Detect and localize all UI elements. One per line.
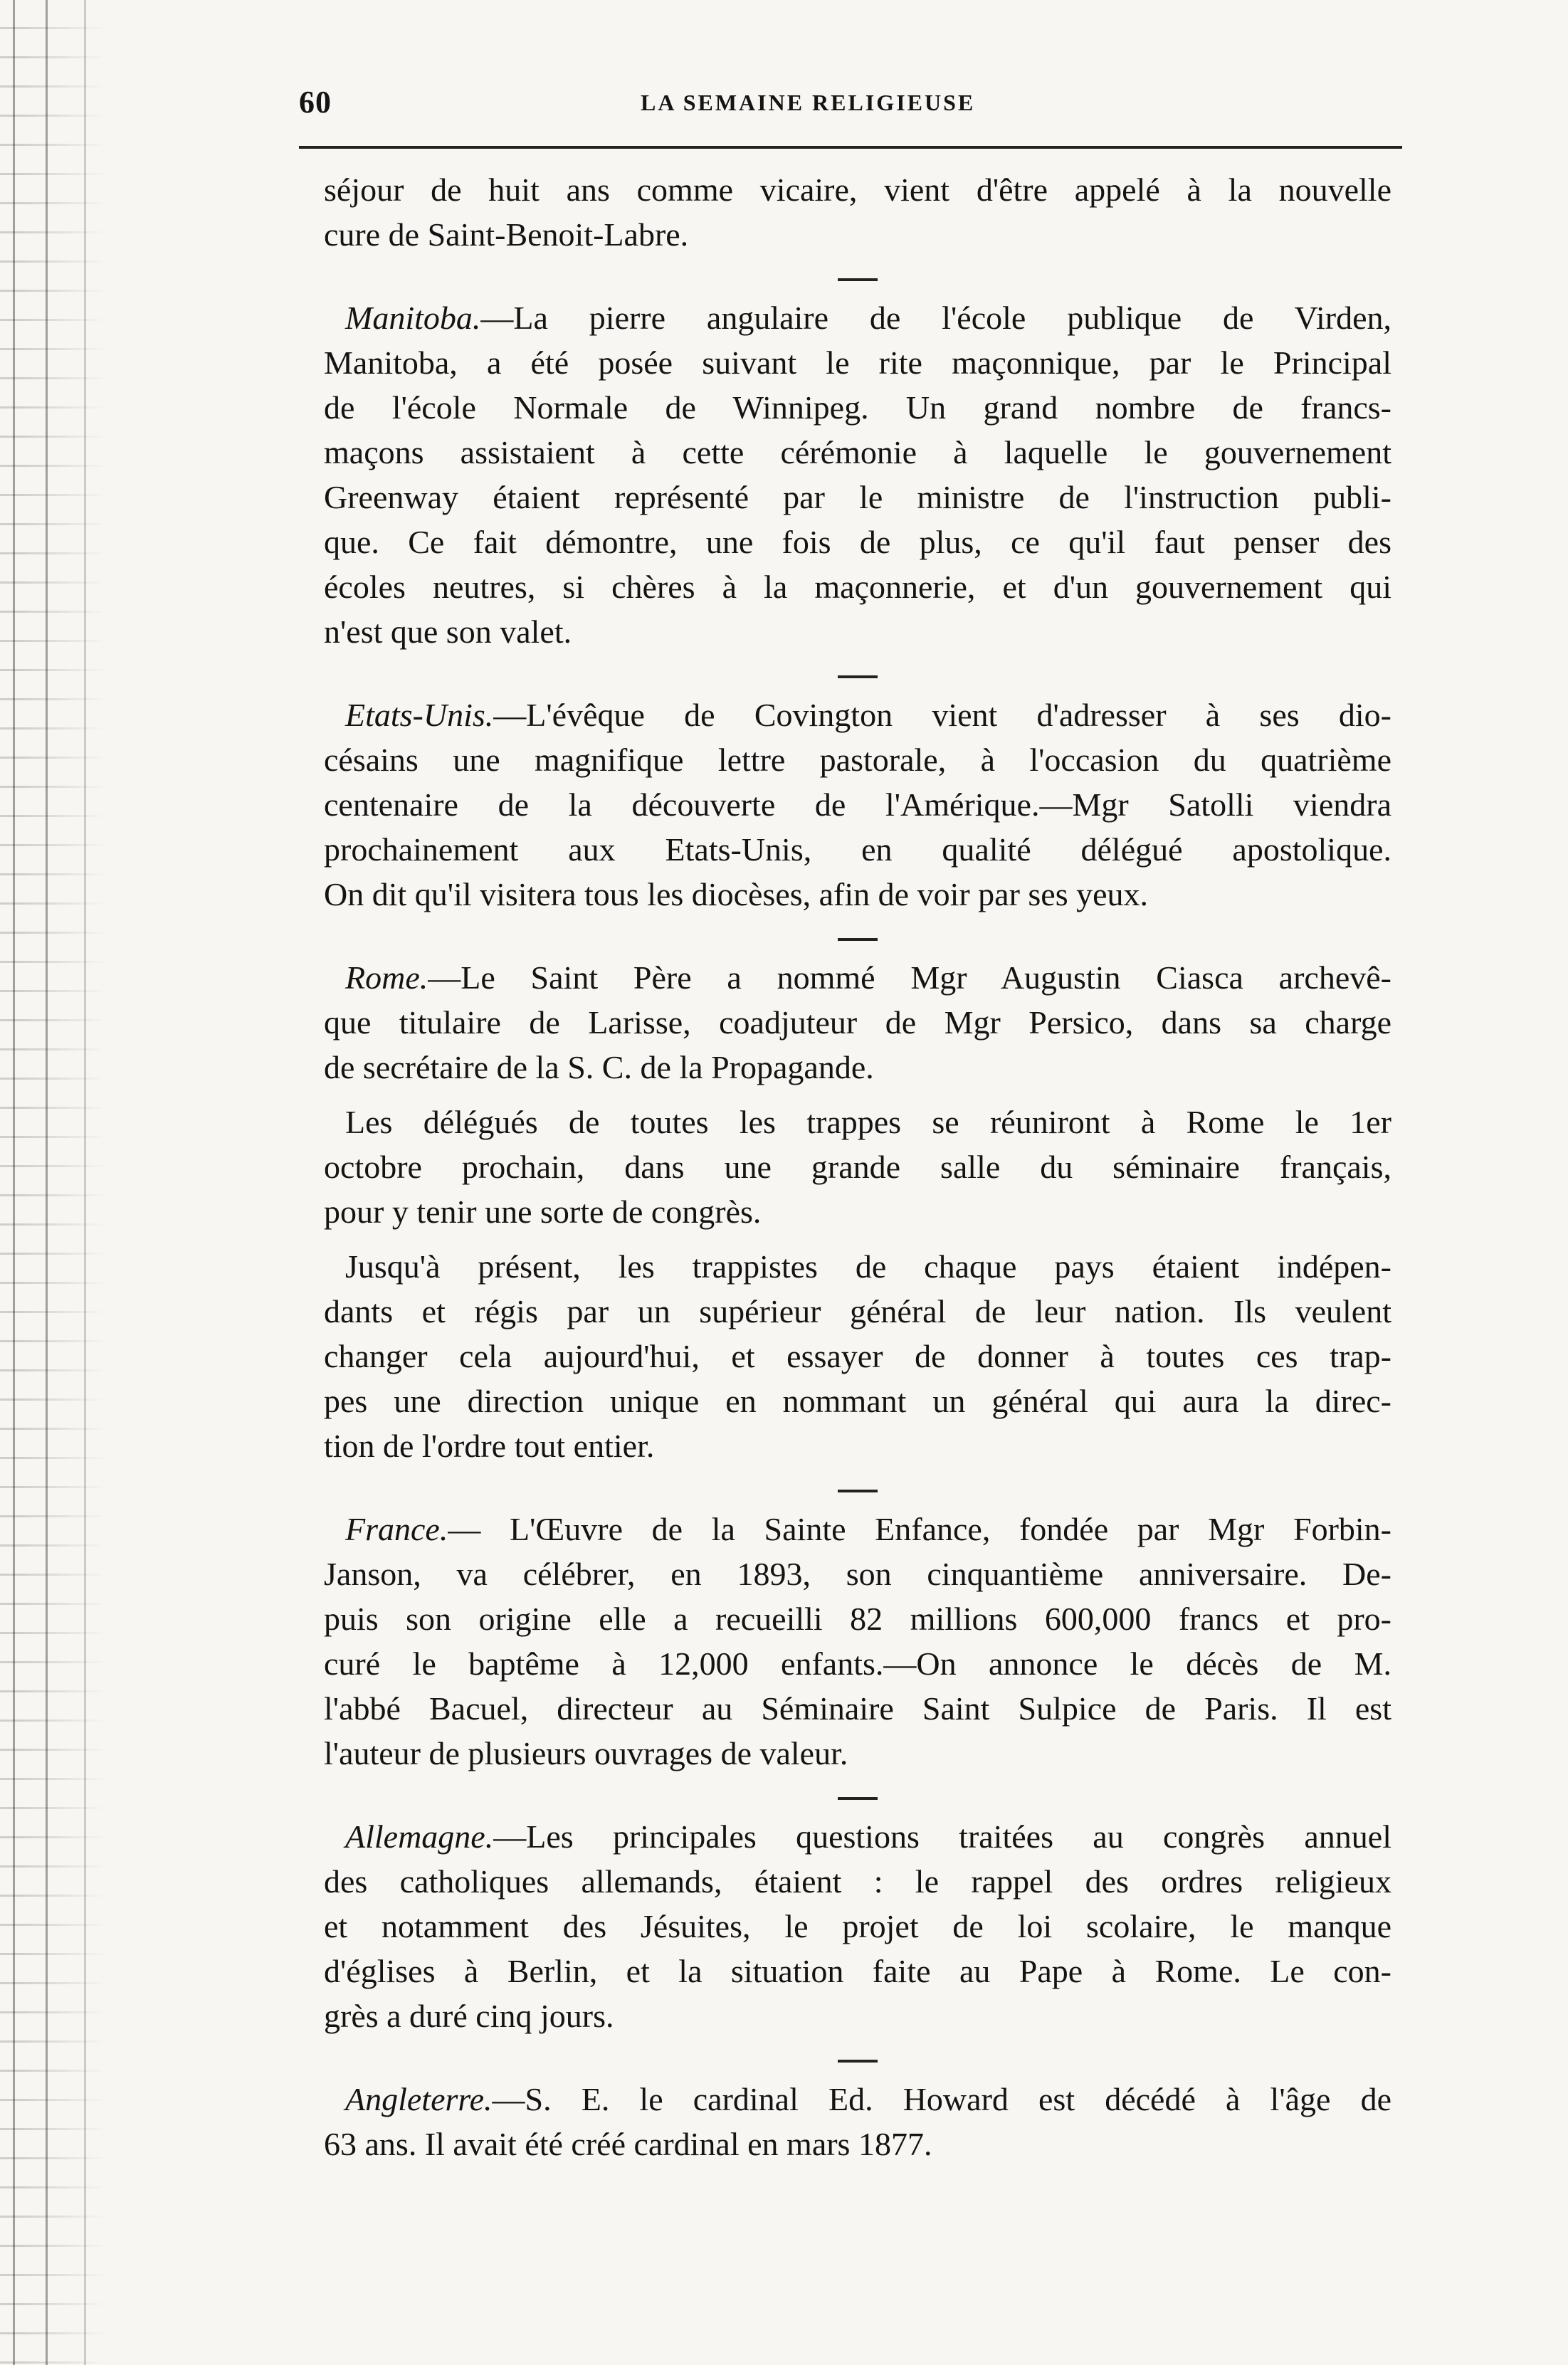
text-line [324, 692, 1391, 737]
binding-edge-line [46, 0, 48, 2365]
text-line: que titulaire de Larisse, coadjuteur de Mgr Persico, dans sa charge [324, 1004, 1391, 1041]
text-line: que. Ce fait démontre, une fois de plus, ce qu'il faut penser des [324, 524, 1391, 560]
text-line [324, 955, 1391, 1000]
section-angleterre [324, 2077, 1391, 2166]
section-continuation [324, 167, 1391, 257]
text-line: césains une magnifique lettre pastorale, à l'occasion du quatrième [324, 742, 1391, 778]
text-line: Jusqu'à présent, les trappistes de chaque pays étaient indépen- [345, 1248, 1391, 1285]
text-line: de l'école Normale de Winnipeg. Un grand nombre de francs- [324, 389, 1391, 426]
text-line: 63 ans. Il avait été créé cardinal en mars 1877. [324, 2126, 932, 2162]
section-lead: Angleterre. [345, 2081, 493, 2117]
section-separator [838, 2060, 878, 2063]
text-line [324, 295, 1391, 340]
text-line: et notamment des Jésuites, le projet de loi scolaire, le manque [324, 1908, 1391, 1944]
section-lead: Etats-Unis. [345, 697, 494, 733]
text-line: d'églises à Berlin, et la situation faite au Pape à Rome. Le con- [324, 1953, 1391, 1989]
text-line: pour y tenir une sorte de congrès. [324, 1194, 762, 1230]
text-line: Janson, va célébrer, en 1893, son cinquantième anniversaire. De- [324, 1556, 1391, 1592]
section-separator [838, 675, 878, 678]
text-line: changer cela aujourd'hui, et essayer de donner à toutes ces trap- [324, 1338, 1391, 1374]
text-line: prochainement aux Etats-Unis, en qualité délégué apostolique. [324, 831, 1391, 868]
section-separator [838, 938, 878, 941]
page-number: 60 [299, 85, 332, 120]
section-etats-unis [324, 692, 1391, 917]
text-line: Greenway étaient représenté par le ministre de l'instruction publi- [324, 479, 1391, 515]
running-head [299, 84, 1402, 127]
section-lead: Allemagne. [345, 1818, 494, 1855]
text-line-rest: —L'évêque de Covington vient d'adresser à ses dio- [493, 697, 1391, 733]
text-line: puis son origine elle a recueilli 82 millions 600,000 francs et pro- [324, 1601, 1391, 1637]
text-line: grès a duré cinq jours. [324, 1998, 614, 2034]
section-lead: Rome. [345, 959, 428, 996]
section-lead: France. [345, 1511, 448, 1547]
text-line [324, 1814, 1391, 1859]
section-separator [838, 1490, 878, 1492]
section-allemagne [324, 1814, 1391, 2038]
text-line: tion de l'ordre tout entier. [324, 1428, 655, 1464]
text-line: l'abbé Bacuel, directeur au Séminaire Saint Sulpice de Paris. Il est [324, 1690, 1391, 1727]
text-line: Les délégués de toutes les trappes se réuniront à Rome le 1er [345, 1104, 1391, 1140]
section-separator [838, 278, 878, 281]
section-rome [324, 955, 1391, 1468]
binding-edge-shadow [0, 0, 107, 2365]
section-france [324, 1507, 1391, 1776]
text-line-rest: —Les principales questions traitées au congrès annuel [493, 1818, 1391, 1855]
text-line: pes une direction unique en nommant un général qui aura la direc- [324, 1383, 1391, 1419]
text-line: centenaire de la découverte de l'Amérique.—Mgr Satolli viendra [324, 786, 1391, 823]
binding-edge-line [84, 0, 86, 2365]
section-manitoba [324, 295, 1391, 654]
journal-title: LA SEMAINE RELIGIEUSE [641, 90, 976, 115]
text-line-rest: —S. E. le cardinal Ed. Howard est décédé à l'âge de [492, 2081, 1391, 2117]
text-line-rest: — L'Œuvre de la Sainte Enfance, fondée par Mgr Forbin- [448, 1511, 1391, 1547]
text-line [324, 1507, 1391, 1552]
text-line: Manitoba, a été posée suivant le rite maçonnique, par le Principal [324, 344, 1391, 381]
text-column [324, 167, 1391, 2166]
text-line: On dit qu'il visitera tous les diocèses, afin de voir par ses yeux. [324, 876, 1149, 912]
text-line: écoles neutres, si chères à la maçonnerie, et d'un gouvernement qui [324, 569, 1391, 605]
text-line: cure de Saint-Benoit-Labre. [324, 216, 689, 253]
text-line-rest: —La pierre angulaire de l'école publique de Virden, [480, 300, 1391, 336]
text-line: des catholiques allemands, étaient : le rappel des ordres religieux [324, 1863, 1391, 1900]
text-line: l'auteur de plusieurs ouvrages de valeur. [324, 1735, 848, 1771]
text-line: n'est que son valet. [324, 613, 572, 650]
text-line: maçons assistaient à cette cérémonie à laquelle le gouvernement [324, 434, 1391, 470]
section-lead: Manitoba. [345, 300, 481, 336]
text-line-rest: —Le Saint Père a nommé Mgr Augustin Ciasca archevê- [428, 959, 1391, 996]
text-line: octobre prochain, dans une grande salle du séminaire français, [324, 1149, 1391, 1185]
section-separator [838, 1797, 878, 1800]
header-rule [299, 146, 1402, 149]
text-line: curé le baptême à 12,000 enfants.—On annonce le décès de M. [324, 1645, 1391, 1682]
text-line: de secrétaire de la S. C. de la Propagande. [324, 1049, 874, 1085]
binding-edge-line [13, 0, 15, 2365]
text-line: séjour de huit ans comme vicaire, vient d'être appelé à la nouvelle [324, 172, 1391, 208]
text-line: dants et régis par un supérieur général de leur nation. Ils veulent [324, 1293, 1391, 1329]
text-line [324, 2077, 1391, 2122]
